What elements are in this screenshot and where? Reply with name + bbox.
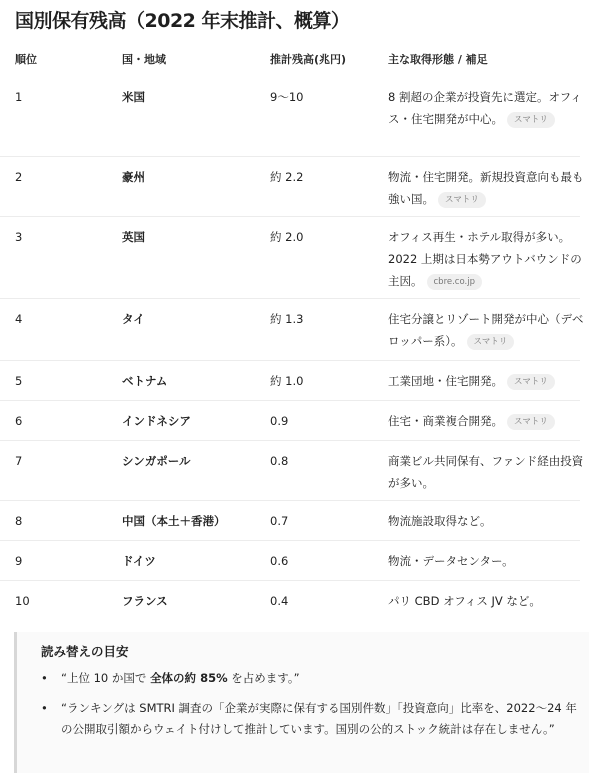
source-tag[interactable]: スマトリ	[507, 414, 555, 430]
guide-bullet	[41, 668, 581, 690]
rank-cell: 9	[15, 554, 23, 568]
rank-cell: 3	[15, 230, 23, 244]
rank-cell: 5	[15, 374, 23, 388]
note-cell	[388, 308, 584, 352]
note-cell	[388, 590, 584, 612]
note-cell	[388, 166, 584, 210]
note-cell	[388, 86, 584, 130]
note-cell	[388, 450, 584, 494]
bullet-text-pre: “上位 10 か国で	[61, 671, 151, 685]
rank-cell: 10	[15, 594, 30, 608]
rank-cell: 8	[15, 514, 23, 528]
table-row	[0, 540, 580, 581]
amount-cell: 約 1.0	[270, 374, 304, 388]
country-cell: ドイツ	[122, 554, 156, 568]
table-row	[0, 580, 580, 620]
table-row	[0, 440, 584, 501]
bullet-dot: •	[41, 671, 48, 685]
header-country: 国・地域	[122, 53, 166, 66]
note-cell	[388, 226, 584, 292]
bullet-dot: •	[41, 701, 48, 715]
amount-cell: 約 2.0	[270, 230, 304, 244]
source-tag[interactable]: スマトリ	[438, 192, 486, 208]
source-tag[interactable]: スマトリ	[467, 334, 515, 350]
note-text: 物流・データセンター。	[388, 554, 514, 568]
country-cell: インドネシア	[122, 414, 191, 428]
note-cell	[388, 550, 584, 572]
country-cell: 英国	[122, 230, 145, 244]
table-row	[0, 400, 580, 441]
table-header	[0, 46, 600, 76]
amount-cell: 0.8	[270, 454, 289, 468]
table-row	[0, 360, 580, 401]
rank-cell: 1	[15, 90, 23, 104]
header-rank: 順位	[15, 53, 37, 66]
header-notes: 主な取得形態 / 補足	[388, 53, 488, 66]
bullet-text-post: を占めます。”	[227, 671, 300, 685]
note-text: 住宅分譲とリゾート開発が中心（デベロッパー系）。	[388, 312, 584, 348]
guide-bullet	[41, 698, 581, 764]
bullet-text-bold: 全体の約 85%	[150, 671, 228, 685]
table-row	[0, 216, 580, 299]
source-tag[interactable]: スマトリ	[507, 374, 555, 390]
page-title: 国別保有残高（2022 年末推計、概算）	[15, 10, 350, 32]
note-cell	[388, 510, 584, 532]
amount-cell: 0.4	[270, 594, 289, 608]
source-tag[interactable]: スマトリ	[507, 112, 555, 128]
table-row	[0, 156, 584, 217]
country-cell: フランス	[122, 594, 168, 608]
bullet-text	[61, 668, 581, 689]
note-text: 物流施設取得など。	[388, 514, 492, 528]
table-row	[0, 298, 584, 361]
rank-cell: 6	[15, 414, 23, 428]
guide-box	[14, 632, 589, 773]
country-cell: タイ	[122, 312, 145, 326]
table-row	[0, 500, 580, 541]
bullet-text: “ランキングは SMTRI 調査の「企業が実際に保有する国別件数」「投資意向」比率を、2022〜24 年の公開取引額からウェイト付けして推計しています。国別の公的ストック統計は存在しません。”	[61, 701, 577, 736]
note-text: 8 割超の企業が投資先に選定。オフィス・住宅開発が中心。	[388, 90, 582, 126]
note-text: 物流・住宅開発。新規投資意向も最も強い国。	[388, 170, 584, 206]
amount-cell: 9〜10	[270, 90, 304, 104]
country-cell: 米国	[122, 90, 145, 104]
amount-cell: 0.6	[270, 554, 289, 568]
amount-cell: 約 1.3	[270, 312, 304, 326]
rank-cell: 2	[15, 170, 23, 184]
country-cell: 中国（本土＋香港）	[122, 514, 226, 528]
note-text: オフィス再生・ホテル取得が多い。2022 上期は日本勢アウトバウンドの主因。	[388, 230, 582, 288]
country-cell: ベトナム	[122, 374, 168, 388]
note-cell	[388, 370, 584, 392]
country-cell: シンガポール	[122, 454, 191, 468]
rank-cell: 7	[15, 454, 23, 468]
amount-cell: 0.7	[270, 514, 289, 528]
amount-cell: 約 2.2	[270, 170, 304, 184]
note-text: 工業団地・住宅開発。	[388, 374, 503, 388]
header-amount: 推計残高(兆円)	[270, 53, 347, 66]
note-text: 住宅・商業複合開発。	[388, 414, 503, 428]
country-cell: 豪州	[122, 170, 145, 184]
note-text: パリ CBD オフィス JV など。	[388, 594, 541, 608]
note-text: 商業ビル共同保有、ファンド経由投資が多い。	[388, 454, 584, 490]
rank-cell: 4	[15, 312, 23, 326]
source-tag[interactable]: cbre.co.jp	[427, 274, 483, 290]
note-cell	[388, 410, 584, 432]
guide-title: 読み替えの目安	[41, 644, 129, 659]
amount-cell: 0.9	[270, 414, 289, 428]
table-row	[0, 76, 580, 157]
